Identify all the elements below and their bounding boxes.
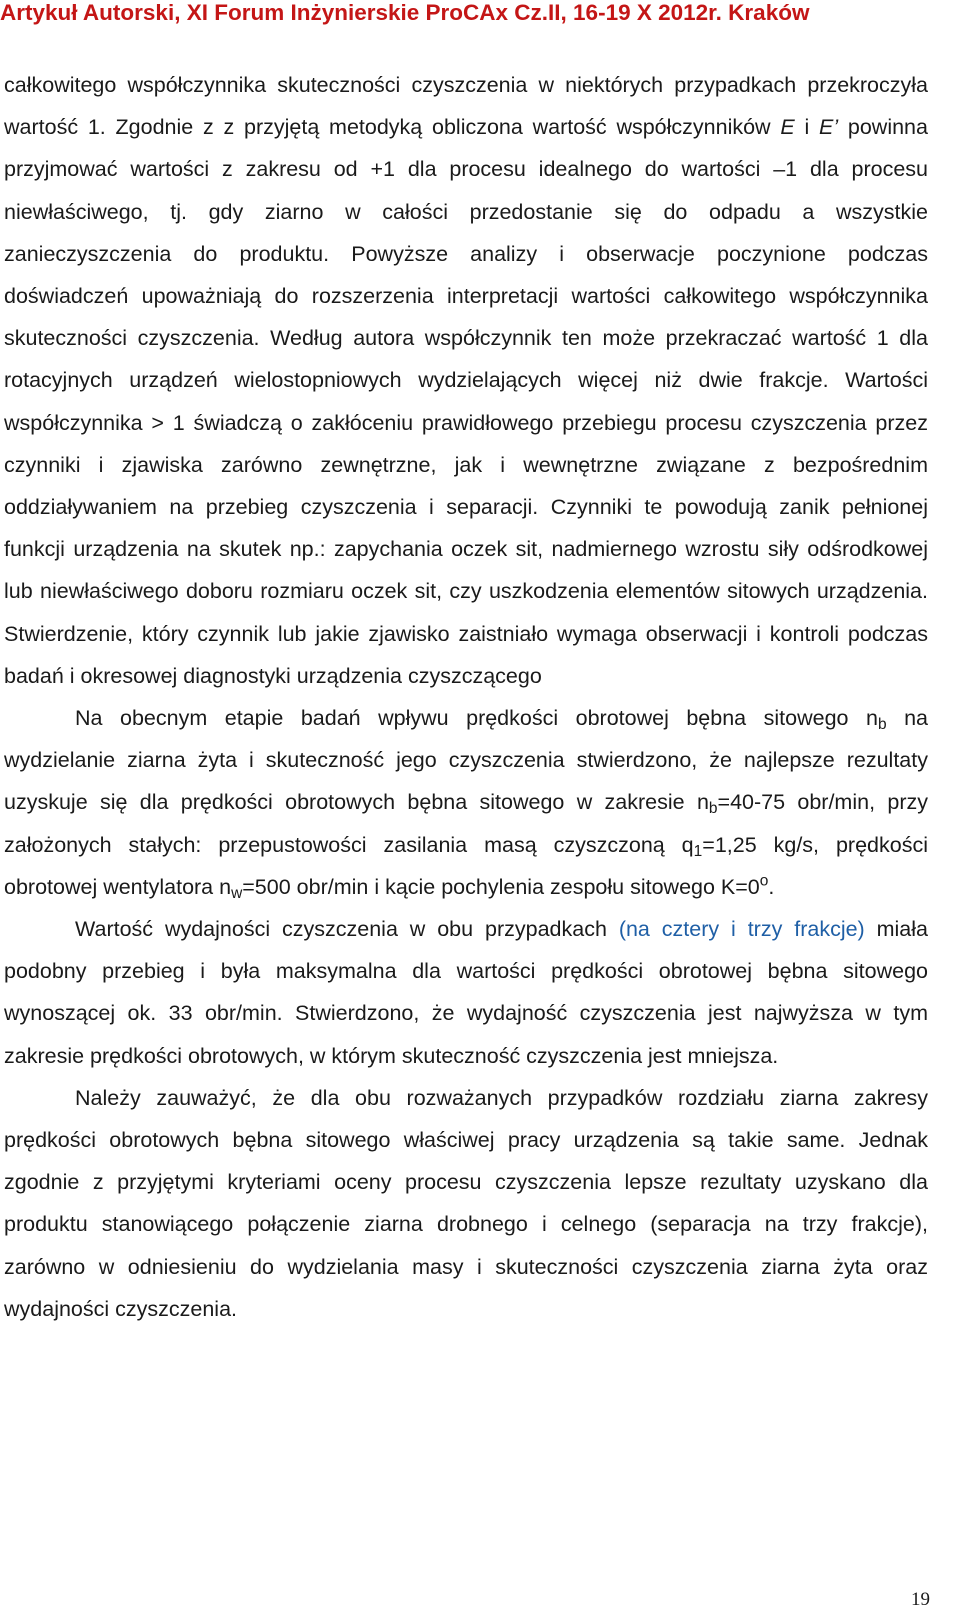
paragraph-4: Należy zauważyć, że dla obu rozważanych przypadków rozdziału ziarna zakresy prędkości obrotowych bębna sitowego właściwej pracy urządzenia są takie same. Jednak zgodnie z przyjętymi kryteriami oceny procesu czyszczenia lepsze rezultaty uzyskano dla produktu stanowiącego połączenie ziarna drobnego i celnego (separacja na trzy frakcje), zarówno w odniesieniu do wydzielania masy i skuteczności czyszczenia ziarna żyta oraz wydajności czyszczenia. xyxy=(4,1085,928,1321)
paragraph-2-text-c: =40-75 obr/min, przy założonych stałych: przepustowości zasilania masą czyszczoną q xyxy=(4,790,928,857)
paragraph-1 xyxy=(4,64,928,697)
paragraph-1-text-c: powinna przyjmować wartości z zakresu od +1 dla procesu idealnego do wartości –1 dla procesu niewłaściwego, tj. gdy ziarno w całości przedostanie się do odpadu a wszystkie zanieczyszczenia do produktu. Powyższe analizy i obserwacje poczynione podczas doświadczeń upoważniają do rozszerzenia interpretacji wartości całkowitego współczynnika skuteczności czyszczenia. Według autora współczynnik ten może przekraczać wartość 1 dla rotacyjnych urządzeń wielostopniowych wydzielających więcej niż dwie frakcje. Wartości współczynnika > 1 świadczą o zakłóceniu prawidłowego przebiegu procesu czyszczenia przez czynniki i zjawiska zarówno zewnętrzne, jak i wewnętrzne związane z bezpośrednim oddziaływaniem na przebieg czyszczenia i separacji. Czynniki te powodują zanik pełnionej funkcji urządzenia na skutek np.: zapychania oczek sit, nadmiernego wzrostu siły odśrodkowej lub niewłaściwego doboru rozmiaru oczek sit, czy uszkodzenia elementów sitowych urządzenia. Stwierdzenie, który czynnik lub jakie zjawisko zaistniało wymaga obserwacji i kontroli podczas badań i okresowej diagnostyki urządzenia czyszczącego xyxy=(4,115,928,688)
highlighted-phrase: (na cztery i trzy frakcje) xyxy=(618,917,865,942)
paragraph-3-text-a: Wartość wydajności czyszczenia w obu przypadkach xyxy=(75,917,619,942)
subscript-b: b xyxy=(877,715,887,733)
symbol-e: E xyxy=(780,115,795,140)
running-header: Artykuł Autorski, XI Forum Inżynierskie ProCAx Cz.II, 16-19 X 2012r. Kraków xyxy=(0,0,810,25)
degree-superscript: o xyxy=(759,872,769,890)
symbol-e-prime: E’ xyxy=(819,115,839,140)
subscript-b: b xyxy=(708,800,718,818)
paragraph-2-text-f: . xyxy=(768,874,775,899)
paragraph-3 xyxy=(4,908,928,1077)
paragraph-2-text-d: =1,25 kg/s, prędkości obrotowej wentylatora n xyxy=(4,832,928,899)
paragraph-2 xyxy=(4,697,928,908)
page-number: 19 xyxy=(911,1589,930,1610)
paragraph-2-text-a: Na obecnym etapie badań wpływu prędkości obrotowej bębna sitowego n xyxy=(75,706,878,731)
paragraph-1-text-b: i xyxy=(794,115,819,140)
subscript-1: 1 xyxy=(693,842,703,860)
article-body xyxy=(4,64,928,1330)
paragraph-2-text-e: =500 obr/min i kącie pochylenia zespołu sitowego K=0 xyxy=(242,874,760,899)
paragraph-3-text-b: miała podobny przebieg i była maksymalna dla wartości prędkości obrotowej bębna sitowego wynoszącej ok. 33 obr/min. Stwierdzono, że wydajność czyszczenia jest najwyższa w tym zakresie prędkości obrotowych, w którym skuteczność czyszczenia jest mniejsza. xyxy=(4,917,928,1068)
subscript-w: w xyxy=(231,884,243,902)
paragraph-1-text-a: całkowitego współczynnika skuteczności czyszczenia w niektórych przypadkach przekroczyła wartość 1. Zgodnie z z przyjętą metodyką obliczona wartość współczynników xyxy=(4,73,928,140)
paragraph-2-text-b: na wydzielanie ziarna żyta i skuteczność jego czyszczenia stwierdzono, że najlepsze rezultaty uzyskuje się dla prędkości obrotowych bębna sitowego w zakresie n xyxy=(4,706,928,815)
